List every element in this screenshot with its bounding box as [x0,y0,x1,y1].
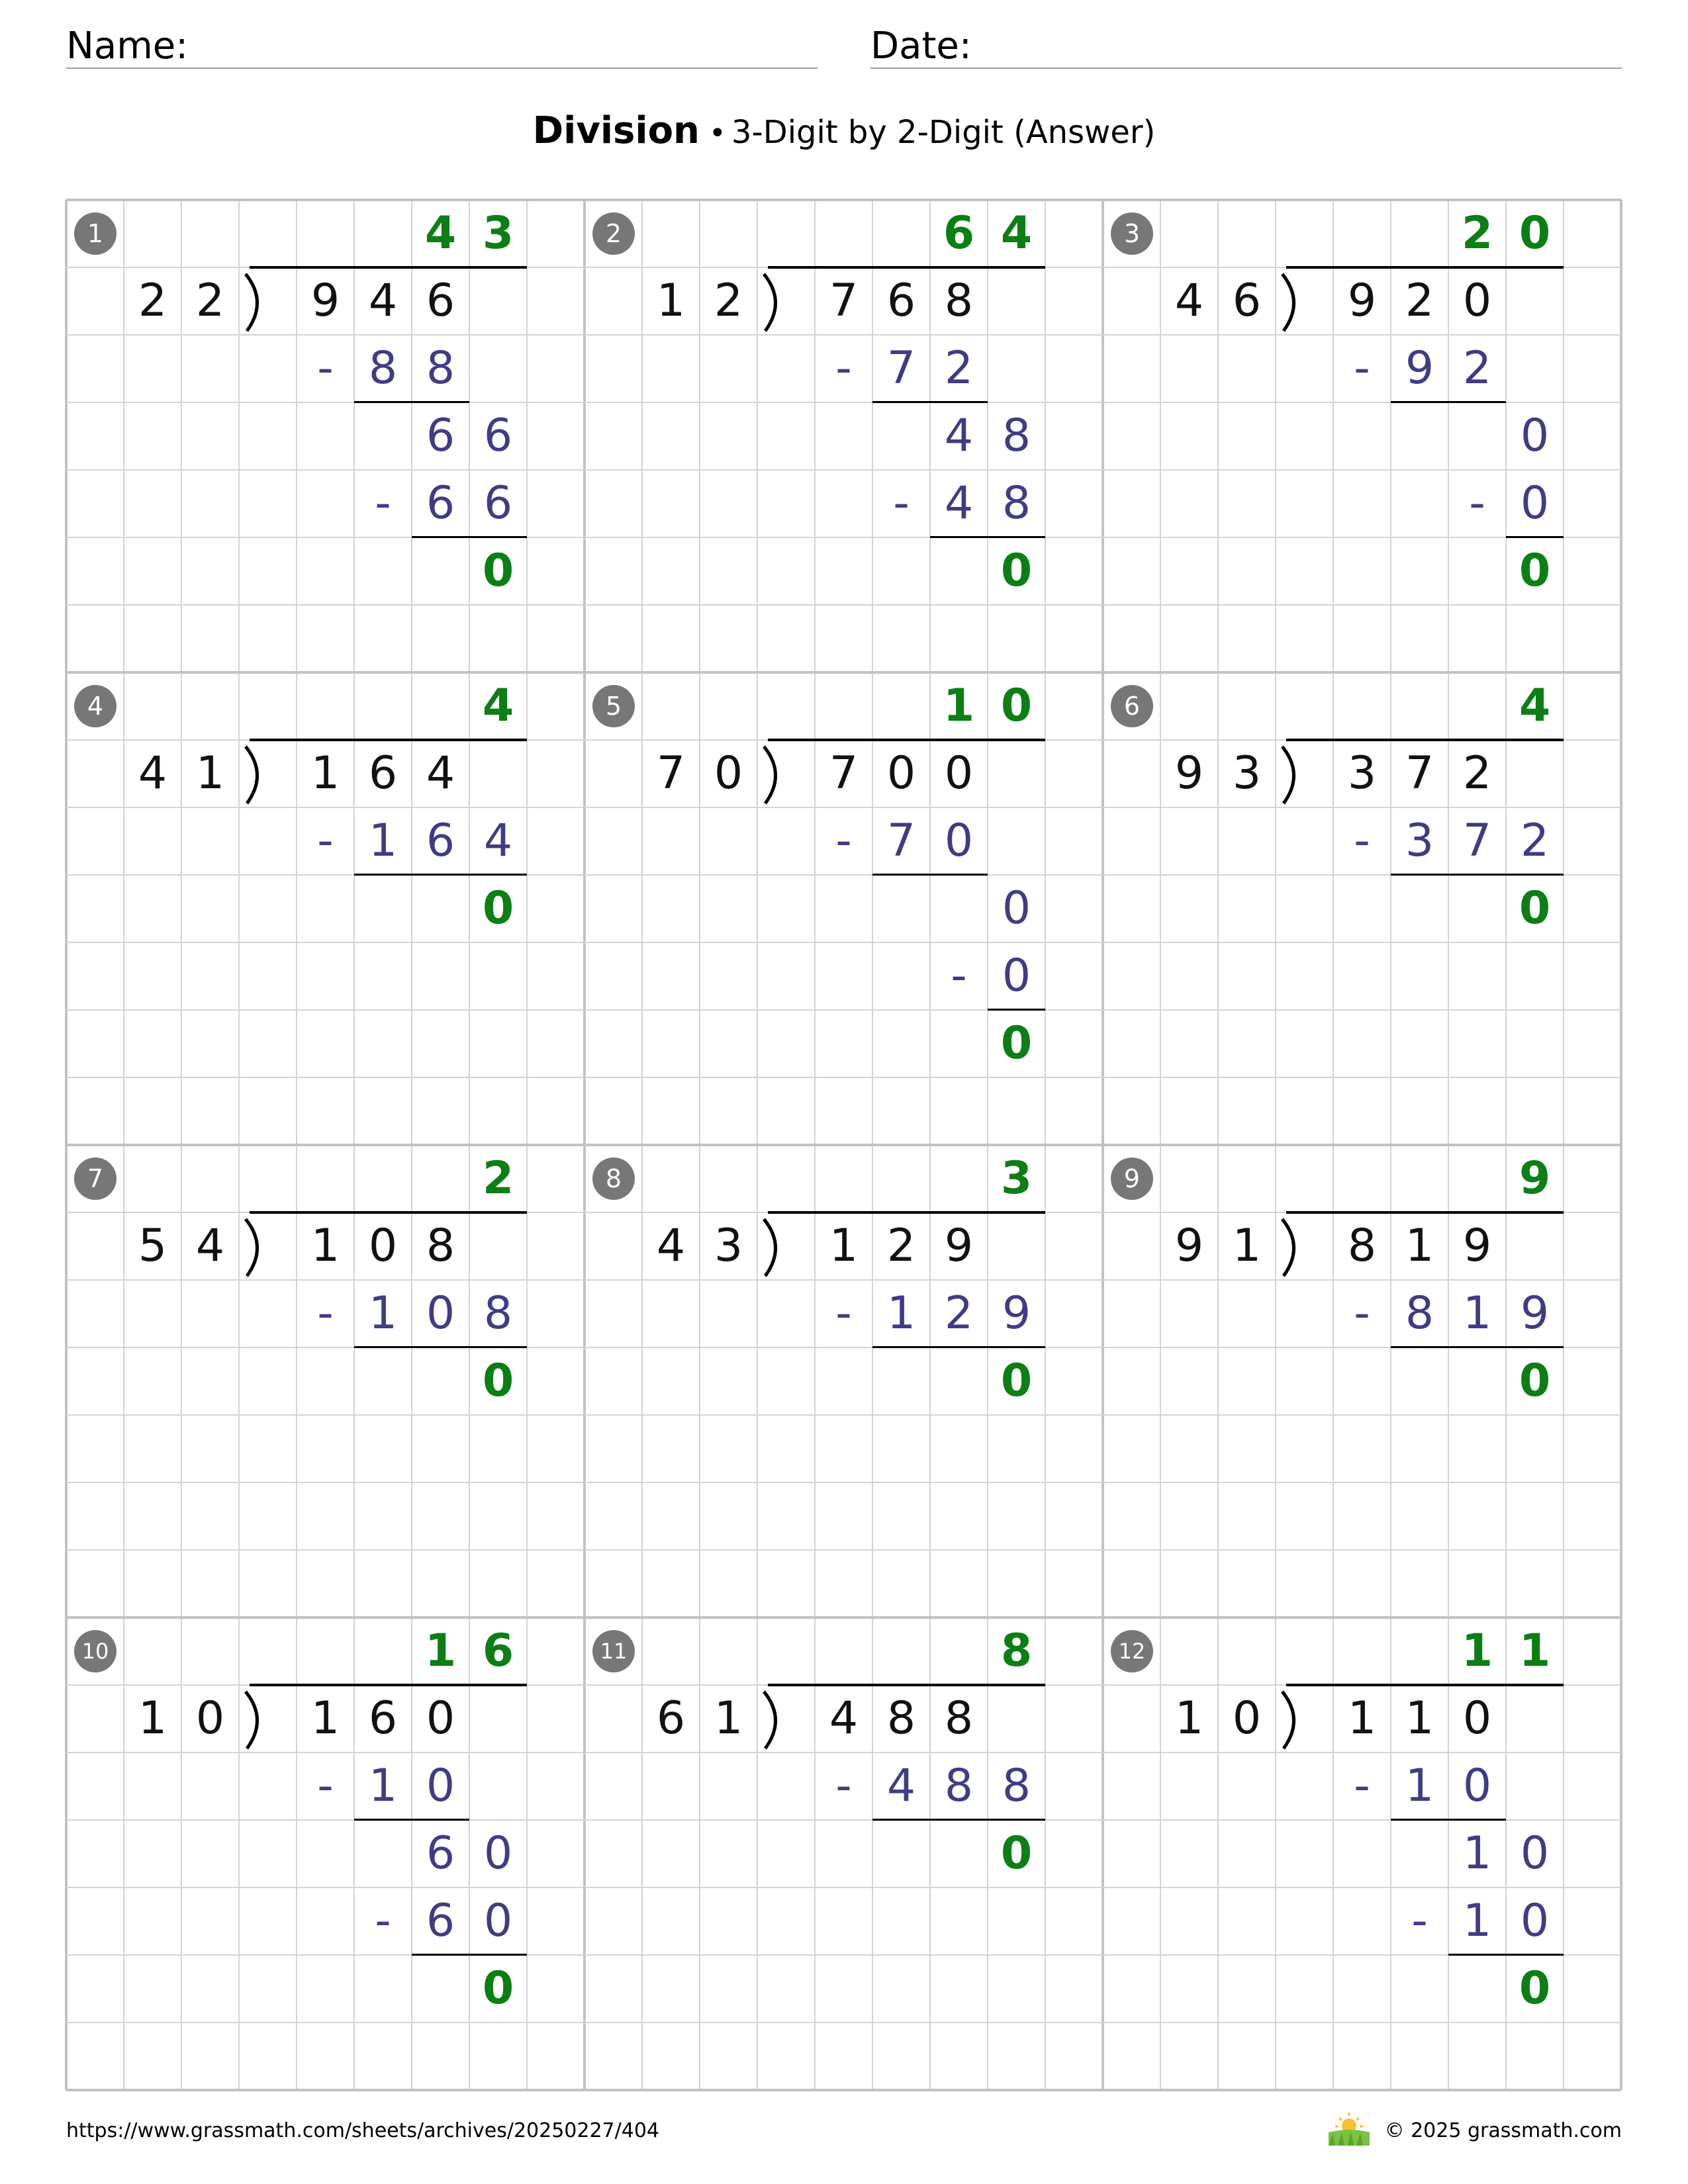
division-bracket [1282,1219,1294,1276]
dividend-digit: 7 [1405,747,1434,799]
minus-sign: - [835,342,852,394]
quotient-digit: 1 [1519,1625,1551,1677]
division-bracket [246,1219,258,1276]
quotient-digit: 4 [482,680,514,732]
minus-sign: - [375,1895,391,1947]
dividend-digit: 7 [829,275,859,327]
minus-sign: - [317,1760,334,1812]
minus-sign: - [951,950,967,1002]
dividend-digit: 9 [1462,1220,1492,1272]
problem-number-badge: 9 [1111,1158,1153,1200]
dividend-digit: 8 [1347,1220,1377,1272]
divisor-digit: 3 [714,1220,743,1272]
divisor-digit: 5 [138,1220,167,1272]
dividend-digit: 9 [310,275,340,327]
subtrahend-digit: 9 [1405,342,1434,394]
divisor-digit: 1 [656,275,686,327]
dividend-digit: 1 [310,747,340,799]
name-label: Name: [66,24,189,68]
quotient-digit: 2 [1461,207,1493,259]
quotient-digit: 0 [1519,207,1551,259]
dividend-digit: 2 [1462,747,1492,799]
dividend-digit: 4 [426,747,455,799]
dividend-digit: 0 [1462,275,1492,327]
division-bracket [246,747,258,803]
dividend-digit: 8 [944,1692,974,1745]
divisor-digit: 0 [714,747,743,799]
quotient-digit: 6 [482,1625,514,1677]
minus-sign: - [835,1287,852,1340]
dividend-digit: 0 [1462,1692,1492,1745]
quotient-digit: 0 [1000,680,1033,732]
dividend-digit: 1 [310,1692,340,1745]
subtrahend-digit: 1 [368,815,398,867]
problem-number-badge: 11 [592,1630,635,1672]
final-remainder: 0 [1519,545,1551,597]
dividend-digit: 1 [1347,1692,1377,1745]
subtrahend-digit: 8 [1405,1287,1434,1340]
subtrahend-digit: 6 [426,815,455,867]
divisor-digit: 1 [195,747,225,799]
division-bracket [764,747,776,803]
final-remainder: 0 [1000,1355,1033,1407]
dividend-digit: 6 [426,275,455,327]
division-bracket [1282,1692,1294,1749]
quotient-digit: 1 [424,1625,457,1677]
quotient-digit: 9 [1519,1152,1551,1205]
problem-number-badge: 4 [74,685,117,727]
dividend-digit: 4 [368,275,398,327]
footer-copyright: © 2025 grassmath.com [1384,2119,1622,2142]
divisor-digit: 3 [1232,747,1262,799]
minus-sign: - [375,477,391,529]
divisor-digit: 7 [656,747,686,799]
final-remainder: 0 [1000,1827,1033,1880]
dividend-digit: 6 [368,1692,398,1745]
final-remainder: 0 [1000,1017,1033,1069]
remainder-digit: 0 [1520,410,1550,462]
quotient-digit: 2 [482,1152,514,1205]
division-bracket [764,274,776,331]
subtrahend-digit: 2 [944,342,974,394]
problem-number-badge: 12 [1111,1630,1153,1672]
divisor-digit: 0 [195,1692,225,1745]
dividend-digit: 1 [1405,1220,1434,1272]
subtraction-line [1391,401,1506,403]
subtrahend-digit: 8 [1002,477,1031,529]
minus-sign: - [317,815,334,867]
subtrahend-digit: 8 [426,342,455,394]
minus-sign: - [1411,1895,1428,1947]
problem-number-badge: 7 [74,1158,117,1200]
divisor-digit: 0 [1232,1692,1262,1745]
dividend-digit: 3 [1347,747,1377,799]
dividend-digit: 1 [310,1220,340,1272]
subtrahend-digit: 4 [483,815,513,867]
quotient-digit: 4 [1519,680,1551,732]
dividend-digit: 8 [886,1692,916,1745]
subtrahend-digit: 1 [368,1760,398,1812]
subtrahend-digit: 0 [1520,477,1550,529]
remainder-digit: 0 [1002,882,1031,934]
dividend-digit: 2 [1405,275,1434,327]
dividend-digit: 8 [426,1220,455,1272]
dividend-digit: 9 [944,1220,974,1272]
problem-number-badge: 6 [1111,685,1153,727]
title-main: Division [532,109,700,152]
remainder-digit: 4 [944,410,974,462]
remainder-digit: 8 [1002,410,1031,462]
problem-number-badge: 2 [592,212,635,255]
dividend-digit: 1 [1405,1692,1434,1745]
dividend-digit: 1 [829,1220,859,1272]
dividend-digit: 8 [944,275,974,327]
divisor-digit: 4 [1174,275,1204,327]
title-separator: • [708,116,726,150]
quotient-digit: 6 [943,207,975,259]
subtrahend-digit: 7 [886,342,916,394]
problem-number-badge: 3 [1111,212,1153,255]
subtrahend-digit: 6 [426,1895,455,1947]
minus-sign: - [1354,342,1370,394]
remainder-digit: 0 [1520,1827,1550,1880]
problem-number-badge: 8 [592,1158,635,1200]
title-subtitle: 3-Digit by 2-Digit (Answer) [731,114,1156,151]
date-label: Date: [870,24,972,68]
division-bracket [764,1692,776,1749]
division-bracket [1282,747,1294,803]
subtrahend-digit: 9 [1520,1287,1550,1340]
minus-sign: - [1354,815,1370,867]
divisor-digit: 6 [1232,275,1262,327]
subtrahend-digit: 0 [426,1287,455,1340]
subtrahend-digit: 8 [944,1760,974,1812]
final-remainder: 0 [1519,1962,1551,2015]
dividend-digit: 0 [426,1692,455,1745]
subtrahend-digit: 1 [886,1287,916,1340]
subtrahend-digit: 7 [1462,815,1492,867]
subtrahend-digit: 0 [483,1895,513,1947]
subtrahend-digit: 4 [944,477,974,529]
dividend-digit: 0 [944,747,974,799]
final-remainder: 0 [482,545,514,597]
quotient-digit: 1 [1461,1625,1493,1677]
final-remainder: 0 [1000,545,1033,597]
division-bracket [764,1219,776,1276]
minus-sign: - [835,815,852,867]
minus-sign: - [317,1287,334,1340]
divisor-digit: 4 [656,1220,686,1272]
dividend-digit: 6 [368,747,398,799]
remainder-digit: 0 [483,1827,513,1880]
quotient-digit: 3 [482,207,514,259]
final-remainder: 0 [1519,1355,1551,1407]
subtrahend-digit: 2 [944,1287,974,1340]
grassmath-logo-icon [1326,2110,1372,2147]
subtrahend-digit: 2 [1520,815,1550,867]
quotient-digit: 4 [1000,207,1033,259]
final-remainder: 0 [482,1962,514,2015]
subtrahend-digit: 0 [944,815,974,867]
divisor-digit: 9 [1174,1220,1204,1272]
subtraction-line [872,874,988,876]
division-bracket [246,274,258,331]
minus-sign: - [835,1760,852,1812]
subtrahend-digit: 1 [1462,1895,1492,1947]
subtrahend-digit: 8 [483,1287,513,1340]
subtrahend-digit: 0 [1520,1895,1550,1947]
subtrahend-digit: 9 [1002,1287,1031,1340]
division-bracket [246,1692,258,1749]
dividend-digit: 4 [829,1692,859,1745]
subtrahend-digit: 0 [1462,1760,1492,1812]
dividend-digit: 6 [886,275,916,327]
dividend-digit: 0 [886,747,916,799]
divisor-digit: 1 [1232,1220,1262,1272]
minus-sign: - [1469,477,1485,529]
quotient-digit: 4 [424,207,457,259]
quotient-digit: 3 [1000,1152,1033,1205]
divisor-digit: 1 [714,1692,743,1745]
divisor-digit: 2 [138,275,167,327]
subtrahend-digit: 1 [368,1287,398,1340]
minus-sign: - [1354,1760,1370,1812]
subtrahend-digit: 0 [426,1760,455,1812]
final-remainder: 0 [1519,882,1551,934]
subtrahend-digit: 3 [1405,815,1434,867]
divisor-digit: 1 [1174,1692,1204,1745]
subtrahend-digit: 8 [368,342,398,394]
problem-number-badge: 10 [74,1630,117,1672]
final-remainder: 0 [482,1355,514,1407]
dividend-digit: 9 [1347,275,1377,327]
remainder-digit: 1 [1462,1827,1492,1880]
footer-url[interactable]: https://www.grassmath.com/sheets/archives/20250227/404 [66,2119,660,2142]
subtrahend-digit: 8 [1002,1760,1031,1812]
subtrahend-digit: 6 [426,477,455,529]
subtrahend-digit: 7 [886,815,916,867]
subtrahend-digit: 2 [1462,342,1492,394]
divisor-digit: 1 [138,1692,167,1745]
subtrahend-digit: 0 [1002,950,1031,1002]
minus-sign: - [317,342,334,394]
minus-sign: - [1354,1287,1370,1340]
dividend-digit: 7 [829,747,859,799]
quotient-digit: 1 [943,680,975,732]
divisor-digit: 2 [714,275,743,327]
subtrahend-digit: 1 [1405,1760,1434,1812]
remainder-digit: 6 [426,1827,455,1880]
divisor-digit: 4 [138,747,167,799]
minus-sign: - [893,477,910,529]
problem-number-badge: 1 [74,212,117,255]
dividend-digit: 0 [368,1220,398,1272]
divisor-digit: 6 [656,1692,686,1745]
divisor-digit: 4 [195,1220,225,1272]
divisor-digit: 9 [1174,747,1204,799]
remainder-digit: 6 [483,410,513,462]
final-remainder: 0 [482,882,514,934]
subtrahend-digit: 4 [886,1760,916,1812]
problem-number-badge: 5 [592,685,635,727]
divisor-digit: 2 [195,275,225,327]
division-bracket [1282,274,1294,331]
subtrahend-digit: 6 [483,477,513,529]
dividend-digit: 2 [886,1220,916,1272]
quotient-digit: 8 [1000,1625,1033,1677]
subtrahend-digit: 1 [1462,1287,1492,1340]
remainder-digit: 6 [426,410,455,462]
